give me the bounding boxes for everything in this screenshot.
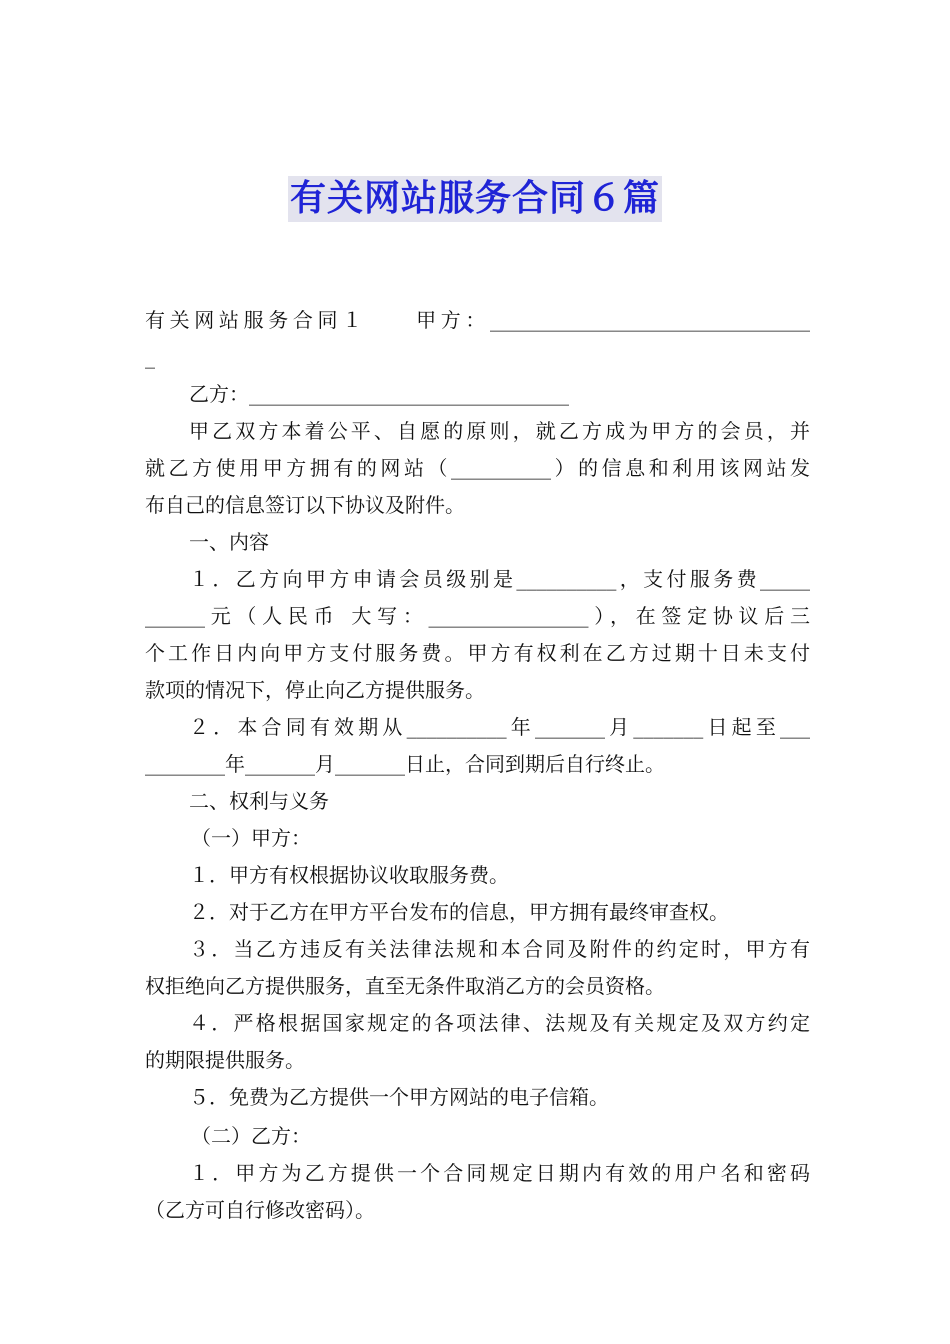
text-line: 有关网站服务合同１ 甲方：________________________________ [145, 308, 810, 332]
text-line: 乙方：________________________________ [189, 382, 569, 406]
text-line: １．甲方有权根据协议收取服务费。 [189, 863, 509, 887]
text-line: ２．本合同有效期从__________年_______月_______日起至___ [189, 715, 810, 739]
text-line: ４．严格根据国家规定的各项法律、法规及有关规定及双方约定 [189, 1011, 810, 1035]
text-line: 个工作日内向甲方支付服务费。甲方有权利在乙方过期十日未支付 [145, 641, 810, 665]
text-line: ______元（人民币 大写：________________），在签定协议后三 [145, 604, 810, 628]
section-heading: 二、权利与义务 [189, 789, 329, 813]
text-line: １．甲方为乙方提供一个合同规定日期内有效的用户名和密码 [189, 1161, 810, 1185]
text-line: ３．当乙方违反有关法律法规和本合同及附件的约定时，甲方有 [189, 937, 810, 961]
text-line: 权拒绝向乙方提供服务，直至无条件取消乙方的会员资格。 [145, 974, 665, 998]
text-line: １．乙方向甲方申请会员级别是__________，支付服务费_____ [189, 567, 810, 591]
subsection-heading: （一）甲方： [191, 826, 311, 850]
subsection-heading: （二）乙方： [191, 1124, 311, 1148]
text-line: ________年_______月_______日止，合同到期后自行终止。 [145, 752, 665, 776]
section-heading: 一、内容 [189, 530, 269, 554]
text-line: 就乙方使用甲方拥有的网站（__________）的信息和利用该网站发 [145, 456, 810, 480]
text-line: 布自己的信息签订以下协议及附件。 [145, 493, 465, 517]
text-line: ５．免费为乙方提供一个甲方网站的电子信箱。 [189, 1085, 609, 1109]
text-line: （乙方可自行修改密码）。 [145, 1198, 375, 1222]
title-container [0, 176, 950, 222]
text-line: 款项的情况下，停止向乙方提供服务。 [145, 678, 485, 702]
text-line: _ [145, 345, 155, 369]
text-line: 甲乙双方本着公平、自愿的原则，就乙方成为甲方的会员，并 [189, 419, 810, 443]
text-line: 的期限提供服务。 [145, 1048, 305, 1072]
document-title: 有关网站服务合同６篇 [288, 176, 662, 222]
document-body [145, 302, 810, 1229]
text-line: ２．对于乙方在甲方平台发布的信息，甲方拥有最终审查权。 [189, 900, 729, 924]
